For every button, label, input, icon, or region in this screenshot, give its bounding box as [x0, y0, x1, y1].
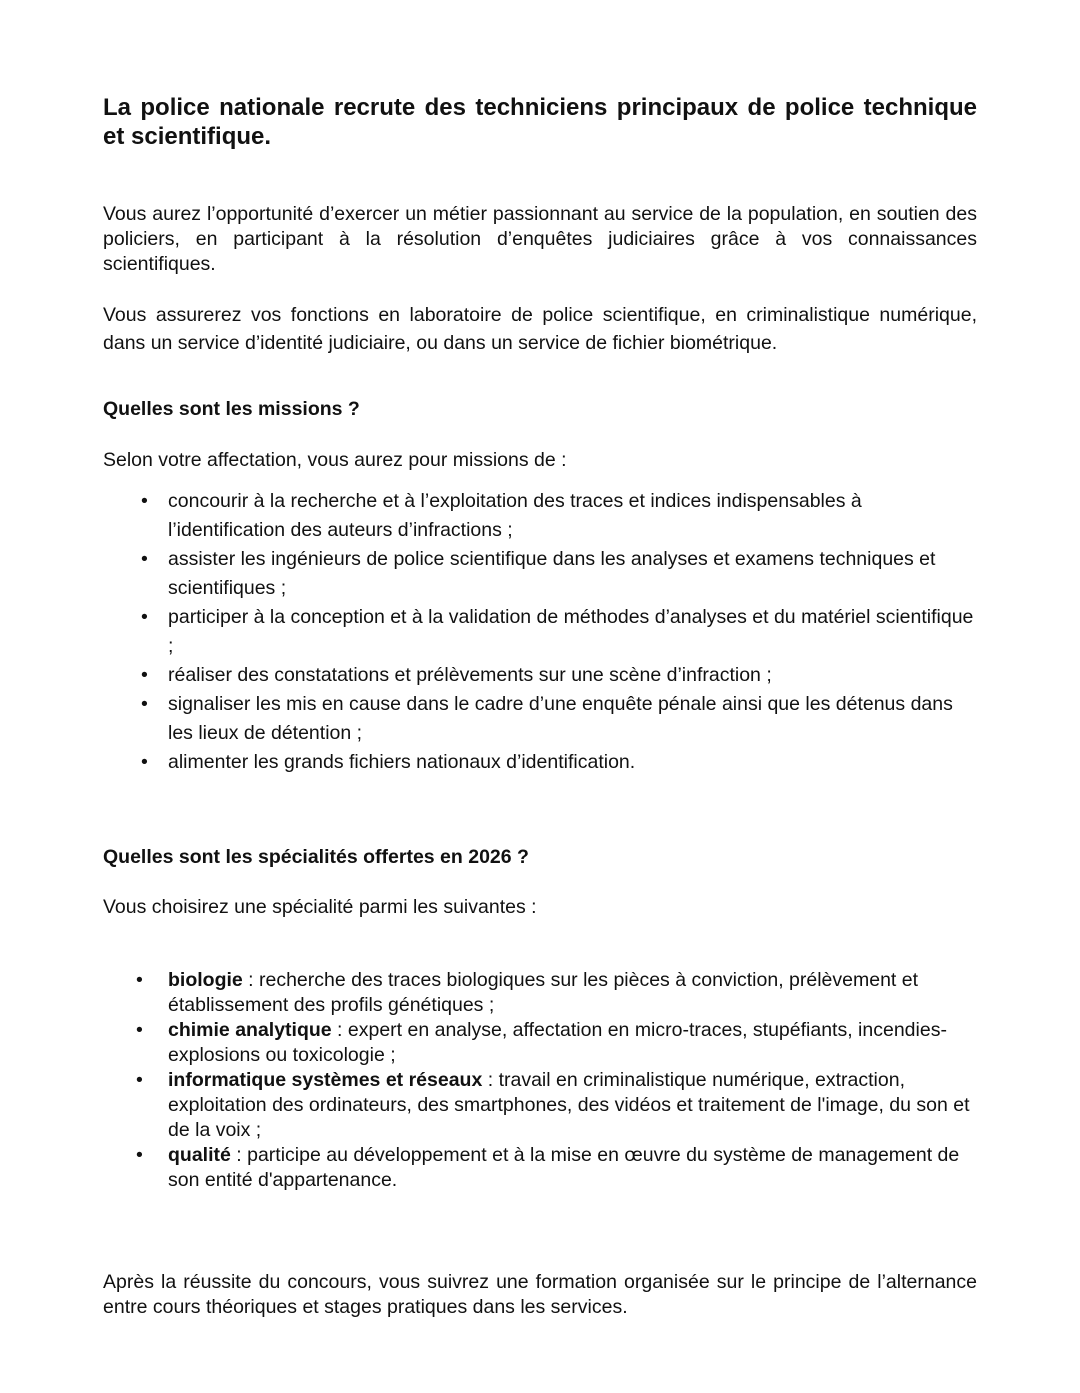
missions-lead: Selon votre affectation, vous aurez pour missions de :	[103, 449, 567, 471]
bullet-icon: •	[141, 490, 148, 512]
specialty-description: : participe au développement et à la mise en œuvre du système de management de son entité d'appartenance.	[168, 1144, 960, 1191]
bullet-icon: •	[136, 1069, 143, 1091]
specialty-term: informatique systèmes et réseaux	[168, 1069, 483, 1091]
bullet-icon: •	[141, 548, 148, 570]
specialty-term: chimie analytique	[168, 1019, 332, 1041]
specialties-list	[103, 968, 977, 1193]
bullet-icon: •	[136, 969, 143, 991]
list-item	[103, 690, 977, 748]
mission-text: assister les ingénieurs de police scientifique dans les analyses et examens techniques et scientifiques ;	[168, 548, 936, 599]
closing-paragraph: Après la réussite du concours, vous suivrez une formation organisée sur le principe de l’alternance entre cours théoriques et stages pratiques dans les services.	[103, 1271, 977, 1318]
list-item	[103, 968, 977, 1018]
intro-paragraph-1: Vous aurez l’opportunité d’exercer un métier passionnant au service de la population, en soutien des policiers, en participant à la résolution d’enquêtes judiciaires grâce à vos connaissances scientifiques.	[103, 203, 977, 275]
list-item	[103, 1068, 977, 1143]
specialties-lead: Vous choisirez une spécialité parmi les suivantes :	[103, 896, 537, 918]
list-item	[103, 1143, 977, 1193]
missions-heading: Quelles sont les missions ?	[103, 398, 360, 420]
list-item	[103, 603, 977, 661]
specialty-description: : expert en analyse, affectation en micro-traces, stupéfiants, incendies-explosions ou toxicologie ;	[168, 1019, 947, 1066]
list-item	[103, 487, 977, 545]
page-title: La police nationale recrute des techniciens principaux de police technique et scientifique.	[103, 94, 977, 150]
specialty-term: biologie	[168, 969, 243, 991]
mission-text: alimenter les grands fichiers nationaux d’identification.	[168, 751, 636, 773]
intro-paragraph-2: Vous assurerez vos fonctions en laboratoire de police scientifique, en criminalistique numérique, dans un service d’identité judiciaire, ou dans un service de fichier biométrique.	[103, 304, 977, 354]
bullet-icon: •	[141, 751, 148, 773]
specialty-description: : recherche des traces biologiques sur les pièces à conviction, prélèvement et établissement des profils génétiques ;	[168, 969, 919, 1016]
list-item	[103, 1018, 977, 1068]
bullet-icon: •	[141, 606, 148, 628]
mission-text: réaliser des constatations et prélèvements sur une scène d’infraction ;	[168, 664, 772, 686]
list-item	[103, 545, 977, 603]
mission-text: signaliser les mis en cause dans le cadre d’une enquête pénale ainsi que les détenus dans les lieux de détention ;	[168, 693, 953, 744]
bullet-icon: •	[141, 693, 148, 715]
list-item	[103, 661, 977, 690]
list-item	[103, 748, 977, 777]
specialty-term: qualité	[168, 1144, 231, 1166]
mission-text: participer à la conception et à la validation de méthodes d’analyses et du matériel scientifique ;	[168, 606, 974, 657]
missions-list	[103, 487, 977, 777]
specialty-description: : travail en criminalistique numérique, extraction, exploitation des ordinateurs, des smartphones, des vidéos et traitement de l'image, du son et de la voix ;	[168, 1069, 970, 1141]
bullet-icon: •	[136, 1019, 143, 1041]
bullet-icon: •	[141, 664, 148, 686]
specialties-heading: Quelles sont les spécialités offertes en 2026 ?	[103, 846, 529, 868]
bullet-icon: •	[136, 1144, 143, 1166]
mission-text: concourir à la recherche et à l’exploitation des traces et indices indispensables à l’identification des auteurs d’infractions ;	[168, 490, 862, 541]
